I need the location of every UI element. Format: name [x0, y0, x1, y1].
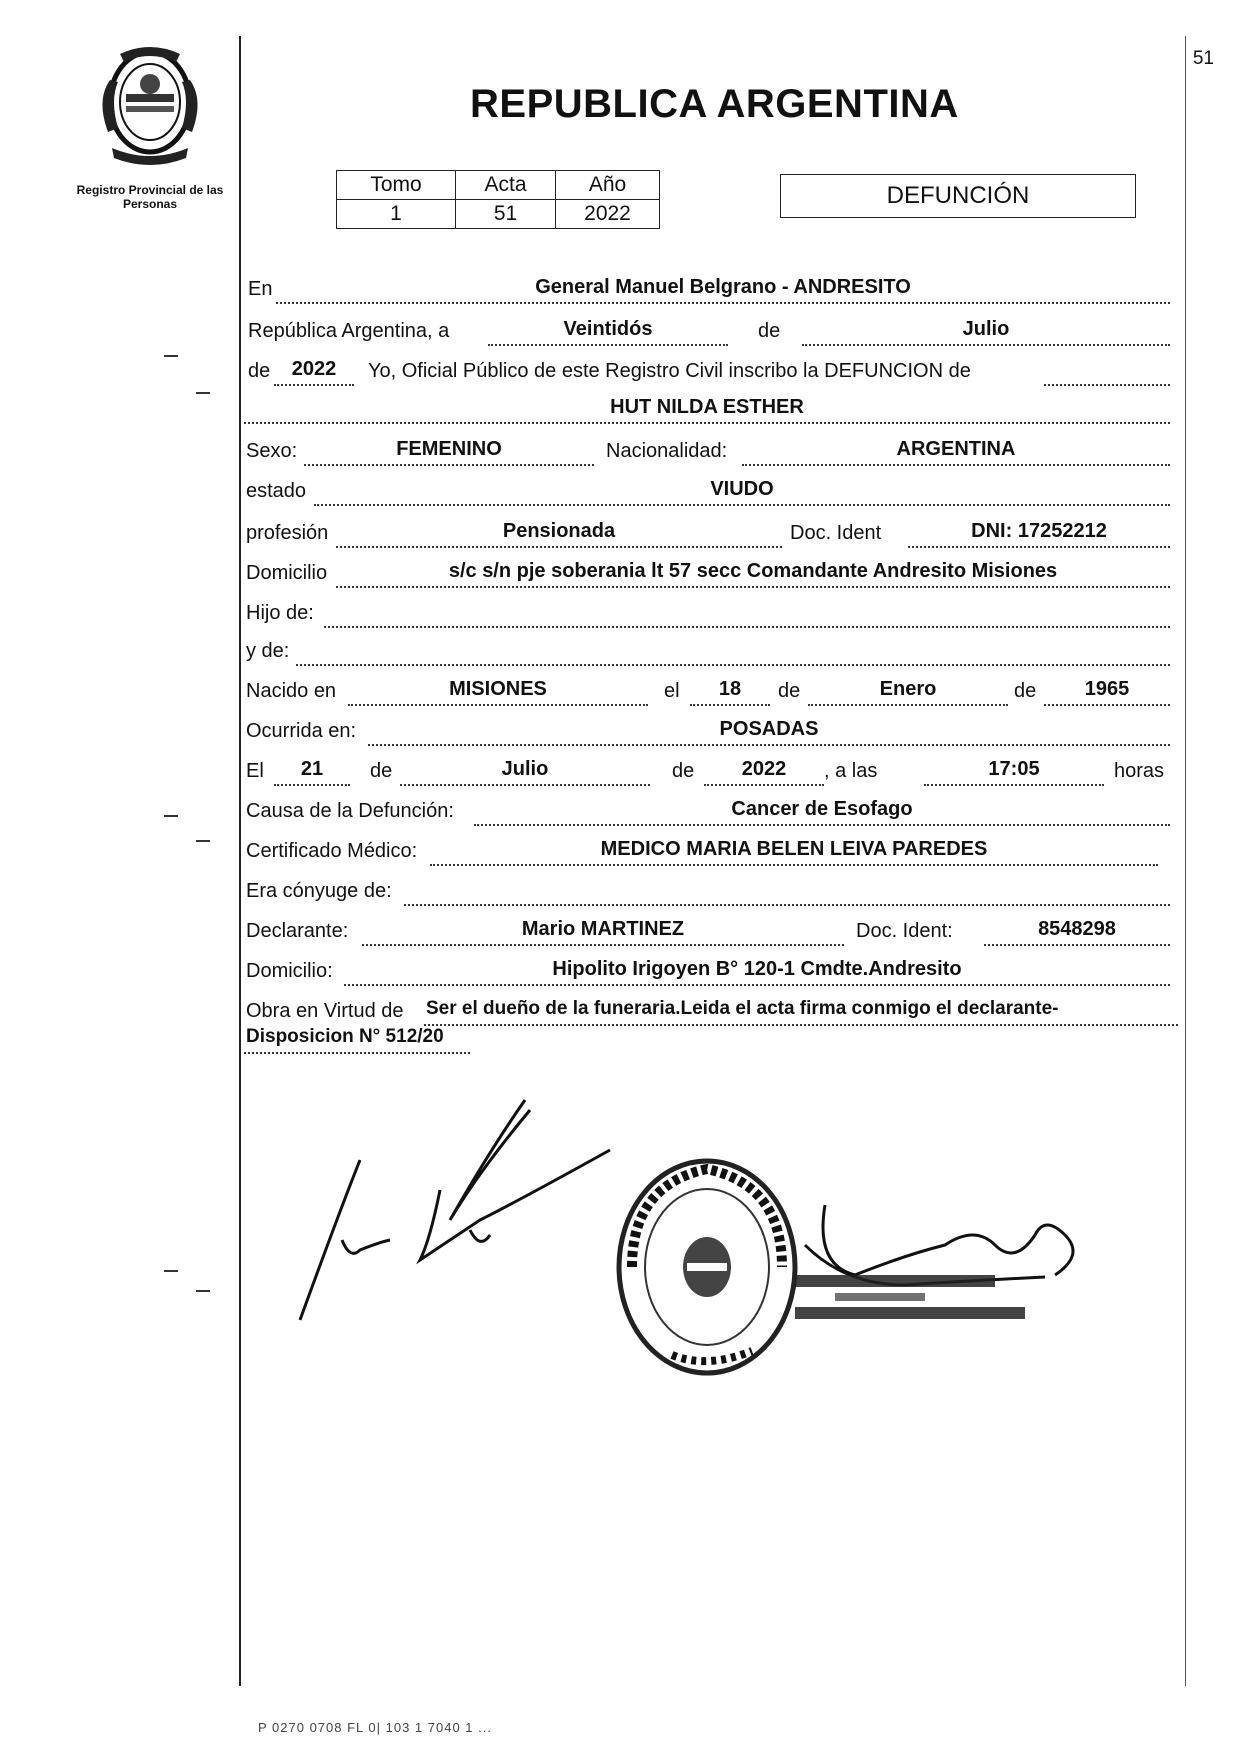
document-title: REPUBLICA ARGENTINA	[470, 82, 959, 126]
conyuge-label: Era cónyuge de:	[246, 880, 392, 902]
ocurrida-value: POSADAS	[368, 718, 1170, 746]
nacionalidad-value: ARGENTINA	[742, 438, 1170, 466]
row-cause	[244, 796, 1174, 830]
row-certificate	[244, 836, 1174, 870]
disposicion-value: Disposicion N° 512/20	[244, 1026, 470, 1054]
row-occurred	[244, 716, 1174, 750]
footer-fragment: P 0270 0708 FL 0| 103 1 7040 1 ...	[258, 1720, 492, 1735]
birth-month-value: Enero	[808, 678, 1008, 706]
el-label: El	[246, 760, 264, 782]
row-child-of	[244, 598, 1174, 632]
acta-header: Acta	[456, 171, 556, 200]
month-value: Julio	[802, 318, 1170, 346]
estado-value: VIUDO	[314, 478, 1170, 506]
causa-value: Cancer de Esofago	[474, 798, 1170, 826]
y-de-label: y de:	[246, 640, 290, 662]
birth-de2-label: de	[1014, 680, 1037, 702]
row-spouse	[244, 876, 1174, 910]
birth-day-value: 18	[690, 678, 770, 706]
republica-label: República Argentina, a	[248, 320, 450, 342]
row-declarant-address	[244, 956, 1174, 990]
row-date	[244, 316, 1174, 350]
row-disposition	[244, 1024, 1174, 1058]
row-and-of	[244, 636, 1174, 670]
official-signature	[795, 1185, 1095, 1335]
right-margin-rule	[1185, 36, 1186, 1686]
obra-value: Ser el dueño de la funeraria.Leida el acta firma conmigo el declarante-	[424, 998, 1178, 1026]
page-number: 51	[1192, 48, 1214, 69]
row-death-date	[244, 756, 1174, 790]
row-declarant	[244, 916, 1174, 950]
tomo-header: Tomo	[337, 171, 456, 200]
day-words-value: Veintidós	[488, 318, 728, 346]
declarante-doc-value: 8548298	[984, 918, 1170, 946]
row-sex-nationality	[244, 436, 1174, 470]
domicilio-value: s/c s/n pje soberania lt 57 secc Comandante Andresito Misiones	[336, 560, 1170, 588]
death-year-value: 2022	[704, 758, 824, 786]
declarant-signature	[280, 1090, 620, 1350]
row-address	[244, 558, 1174, 592]
birth-de-label: de	[778, 680, 801, 702]
margin-tick	[164, 1270, 178, 1272]
en-label: En	[248, 278, 273, 300]
row-deceased-name	[244, 394, 1174, 428]
domicilio-label: Domicilio	[246, 562, 328, 584]
row-profession	[244, 518, 1174, 552]
hijo-de-label: Hijo de:	[246, 602, 314, 624]
doc-ident2-label: Doc. Ident:	[856, 920, 953, 942]
doc-ident-value: DNI: 17252212	[908, 520, 1170, 548]
declarante-domicilio-value: Hipolito Irigoyen B° 120-1 Cmdte.Andresito	[344, 958, 1170, 986]
declarante-value: Mario MARTINEZ	[362, 918, 844, 946]
ocurrida-label: Ocurrida en:	[246, 720, 357, 742]
row-marital-status	[244, 476, 1174, 510]
profesion-label: profesión	[246, 522, 329, 544]
document-type-box: DEFUNCIÓN	[780, 174, 1136, 218]
nacido-en-value: MISIONES	[348, 678, 648, 706]
horas-label: horas	[1114, 760, 1165, 782]
birth-year-value: 1965	[1044, 678, 1170, 706]
registry-name: Registro Provincial de las Personas	[76, 183, 224, 211]
deceased-name-value: HUT NILDA ESTHER	[244, 396, 1170, 424]
sexo-label: Sexo:	[246, 440, 298, 462]
a-las-label: , a las	[824, 760, 878, 782]
obra-label: Obra en Virtud de	[246, 1000, 404, 1022]
margin-tick	[164, 815, 178, 817]
domicilio2-label: Domicilio:	[246, 960, 333, 982]
margin-tick	[196, 392, 210, 394]
y-de-value	[296, 638, 1170, 666]
estado-label: estado	[246, 480, 307, 502]
year-value: 2022	[274, 358, 354, 386]
doc-ident-label: Doc. Ident	[790, 522, 882, 544]
de-label: de	[758, 320, 781, 342]
certificado-label: Certificado Médico:	[246, 840, 418, 862]
row-birth	[244, 676, 1174, 710]
inscription-text: Yo, Oficial Público de este Registro Civil inscribo la DEFUNCION de	[368, 360, 971, 382]
place-value: General Manuel Belgrano - ANDRESITO	[276, 276, 1170, 304]
anio-header: Año	[556, 171, 660, 200]
margin-tick	[196, 1290, 210, 1292]
birth-el-label: el	[664, 680, 680, 702]
nacionalidad-label: Nacionalidad:	[606, 440, 728, 462]
anio-value: 2022	[556, 200, 660, 229]
sexo-value: FEMENINO	[304, 438, 594, 466]
nacido-en-label: Nacido en	[246, 680, 337, 702]
reference-table	[336, 170, 660, 229]
death-de-label: de	[370, 760, 393, 782]
death-de2-label: de	[672, 760, 695, 782]
hijo-de-value	[324, 600, 1170, 628]
registry-seal-stamp	[612, 1155, 802, 1380]
inscription-dotted-line	[1044, 358, 1170, 386]
certificado-value: MEDICO MARIA BELEN LEIVA PAREDES	[430, 838, 1158, 866]
profesion-value: Pensionada	[336, 520, 782, 548]
death-day-value: 21	[274, 758, 350, 786]
row-place	[244, 274, 1174, 308]
left-margin-rule	[239, 36, 241, 1686]
acta-value: 51	[456, 200, 556, 229]
de-year-label: de	[248, 360, 271, 382]
declarante-label: Declarante:	[246, 920, 349, 942]
tomo-value: 1	[337, 200, 456, 229]
row-inscription	[244, 356, 1174, 390]
death-month-value: Julio	[400, 758, 650, 786]
conyuge-value	[404, 878, 1170, 906]
death-time-value: 17:05	[924, 758, 1104, 786]
causa-label: Causa de la Defunción:	[246, 800, 454, 822]
margin-tick	[164, 355, 178, 357]
misiones-crest-logo	[90, 40, 210, 170]
margin-tick	[196, 840, 210, 842]
